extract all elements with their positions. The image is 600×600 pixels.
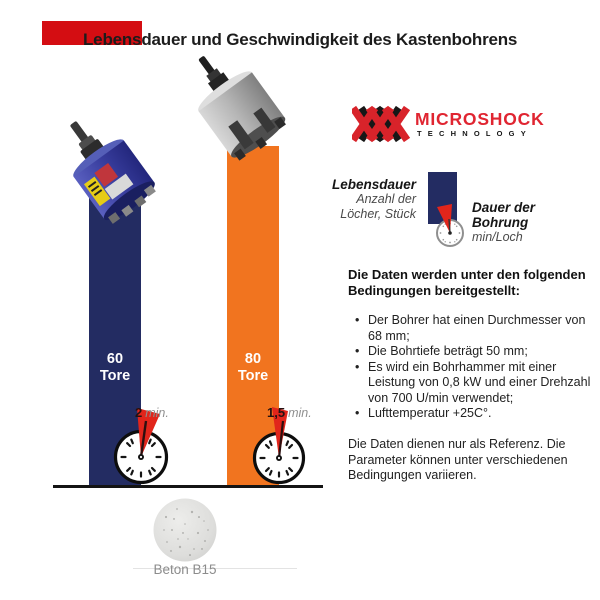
time-value: 1,5: [267, 405, 286, 420]
time-unit: min.: [145, 406, 169, 420]
bar-value-blue: [89, 351, 141, 385]
legend-lifespan-sub2: Löcher, Stück: [340, 206, 416, 221]
bar-value-number: 60: [106, 351, 124, 367]
legend-lifespan-title: Lebensdauer: [331, 177, 416, 192]
ground-line: [53, 485, 323, 488]
reference-note: Die Daten dienen nur als Referenz. Die Parameter können unter verschiedenen Bedingungen variieren.: [348, 437, 568, 482]
conditions-heading-line1: Die Daten werden unter den folgenden: [348, 267, 586, 282]
condition-item: • Lufttemperatur +25C°.: [368, 406, 594, 422]
legend-duration-sub: min/Loch: [472, 230, 523, 244]
conditions-list: [352, 313, 594, 422]
conditions-heading-line2: Bedingungen bereitgestellt:: [348, 282, 520, 298]
bar-value-unit: Tore: [99, 368, 131, 384]
time-label-blue: [135, 404, 169, 422]
bar-value-orange: [227, 351, 279, 385]
brand-x-mark-icon: [352, 104, 416, 144]
condition-item: • Die Bohrtiefe beträgt 50 mm;: [368, 344, 594, 360]
time-unit: min.: [288, 406, 312, 420]
time-value: 2: [135, 405, 143, 420]
material-label: Beton B15: [153, 562, 217, 577]
legend-duration: [472, 200, 582, 245]
conditions-heading: [348, 267, 588, 298]
drill-bit-silver: [162, 46, 312, 171]
drill-bit-blue: [32, 108, 182, 233]
condition-item: • Es wird ein Bohrhammer mit einer Leistung von 0,8 kW und einer Drehzahl von 700 U/min verwendet;: [368, 360, 594, 407]
legend-duration-title1: Dauer der: [472, 200, 536, 215]
bar-value-unit: Tore: [237, 368, 269, 384]
bar-value-number: 80: [244, 351, 262, 367]
page-title: Lebensdauer und Geschwindigkeit des Kastenbohrens: [83, 30, 518, 49]
condition-item: • Der Bohrer hat einen Durchmesser von 68 mm;: [368, 313, 594, 344]
concrete-sample-image: [152, 497, 218, 563]
legend-lifespan-sub1: Anzahl der: [356, 192, 416, 206]
legend-stopwatch-icon: [425, 200, 475, 256]
legend-lifespan: [320, 177, 416, 221]
legend-duration-title2: Bohrung: [472, 215, 529, 230]
brand-tagline: TECHNOLOGY: [417, 129, 532, 138]
brand-name: MICROSHOCK: [415, 109, 545, 129]
time-label-orange: [267, 404, 312, 422]
